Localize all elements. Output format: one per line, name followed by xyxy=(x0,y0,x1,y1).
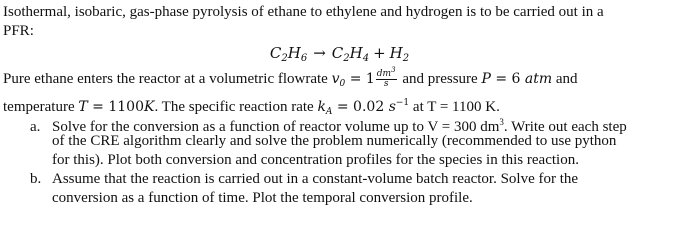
product2-h-subscript: 2 xyxy=(402,53,410,64)
rate-constant-subscript: A xyxy=(325,107,333,117)
rate-constant-unit-exponent: −1 xyxy=(395,98,410,108)
product2-h: H xyxy=(389,44,403,62)
rate-constant-value: = 0.02 xyxy=(332,99,389,115)
part-a-line-2: of the CRE algorithm clearly and solve the problem numerically (recommended to use python xyxy=(52,133,617,149)
flowrate-unit-fraction xyxy=(376,66,397,89)
flowrate-symbol: v xyxy=(331,70,340,87)
product1-h: H xyxy=(349,44,363,62)
part-b-text-1: Assume that the reaction is carried out in a constant-volume batch reactor. Solve for the xyxy=(52,171,579,187)
flowrate-unit-denominator: s xyxy=(383,79,389,89)
part-b-line-1 xyxy=(30,170,578,188)
part-a-text-1: Solve for the conversion as a function of reactor volume up to V = 300 dm xyxy=(52,119,500,135)
flowrate-unit-exponent: 3 xyxy=(391,66,396,74)
product1-c-subscript: 2 xyxy=(343,53,350,64)
conditions-text-a: Pure ethane enters the reactor at a volumetric flowrate xyxy=(3,70,332,87)
reactant-h-subscript: 6 xyxy=(300,53,308,64)
part-a-line-3: for this). Plot both conversion and concentration profiles for the species in this reaction. xyxy=(52,152,579,168)
part-b-label: b. xyxy=(30,171,42,187)
reaction-equation xyxy=(0,44,679,68)
conditions-text-b: and pressure xyxy=(398,70,482,87)
part-a-volume-exponent: 3 xyxy=(499,117,504,127)
reaction-plus: + xyxy=(373,44,386,62)
pressure-value: = 6 xyxy=(490,70,525,87)
reactant-h: H xyxy=(287,44,301,62)
part-a-text-1-end: . Write out each step xyxy=(503,119,627,135)
reactant-c-subscript: 2 xyxy=(281,53,288,64)
part-b-line-2: conversion as a function of time. Plot the temporal conversion profile. xyxy=(52,190,473,206)
conditions-line2-b: . The specific reaction rate xyxy=(154,99,318,115)
intro-line-2: PFR: xyxy=(3,23,34,39)
temperature-unit: K xyxy=(143,99,155,115)
reactant-c: C xyxy=(269,44,282,62)
conditions-line-1 xyxy=(3,68,578,93)
flowrate-subscript: 0 xyxy=(339,78,346,89)
intro-line-1: Isothermal, isobaric, gas-phase pyrolysis of ethane to ethylene and hydrogen is to be carried out in a xyxy=(3,4,604,20)
part-a-label: a. xyxy=(30,119,41,135)
temperature-symbol: T xyxy=(78,99,88,115)
pressure-symbol: P xyxy=(481,70,491,87)
temperature-value: = 1100 xyxy=(87,99,144,115)
rate-constant-unit: s xyxy=(388,99,396,115)
pressure-unit: atm xyxy=(524,70,553,87)
conditions-line2-c: at T = 1100 K. xyxy=(409,99,500,115)
product1-c: C xyxy=(331,44,344,62)
conditions-text-c: and xyxy=(552,70,578,87)
conditions-line2-a: temperature xyxy=(3,99,79,115)
product1-h-subscript: 4 xyxy=(362,53,370,64)
flowrate-unit-numerator: dm xyxy=(376,69,392,79)
rate-constant-symbol: k xyxy=(317,99,326,115)
reaction-arrow: → xyxy=(313,44,326,62)
flowrate-value: = 1 xyxy=(345,70,375,87)
